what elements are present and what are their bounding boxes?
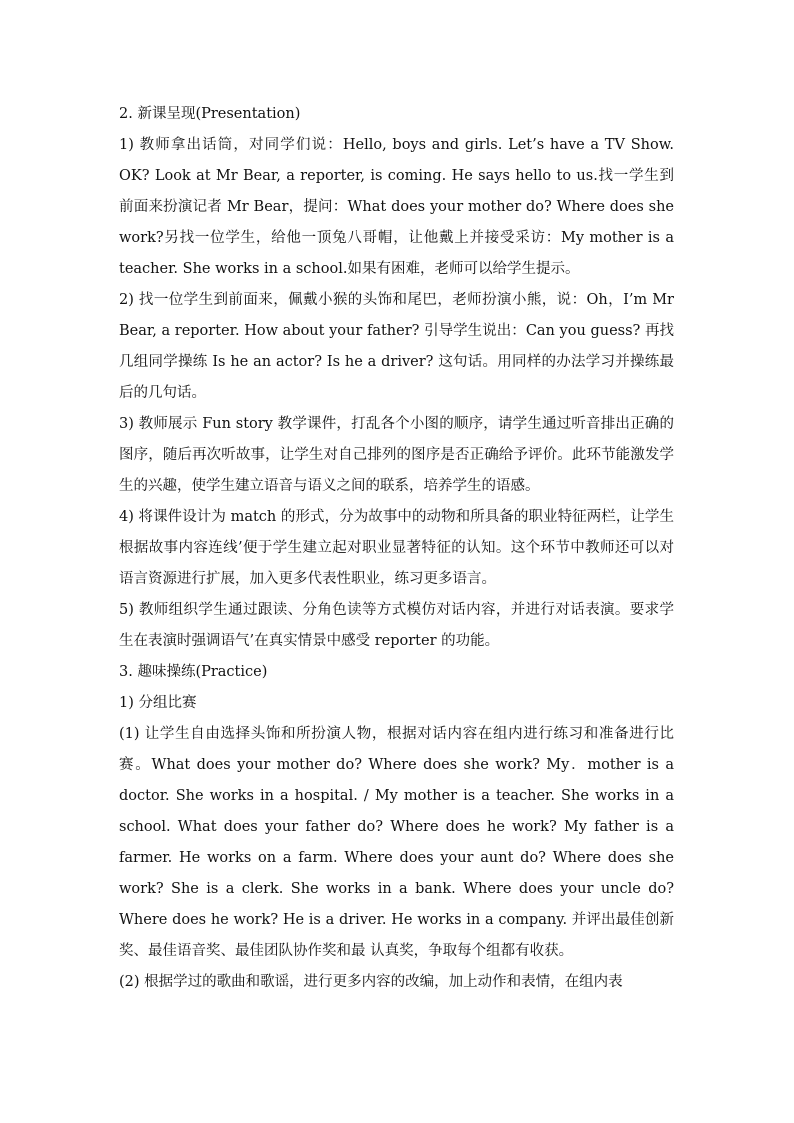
document-page: [119, 99, 674, 998]
presentation-step-1: 1) 教师拿出话筒，对同学们说：Hello, boys and girls. Let’s have a TV Show. OK? Look at Mr Bear, a reporter, is coming. He says hello to us.找一学生到前面来扮演记者 Mr Bear，提问：What does your mother do? Where does she work?另找一位学生，给他一顶兔八哥帽，让他戴上并接受采访：My mother is a teacher. She works in a school.如果有困难，老师可以给学生提示。: [119, 137, 674, 277]
presentation-step-4: 4) 将课件设计为 match 的形式，分为故事中的动物和所具备的职业特征两栏，让学生根据故事内容连线’便于学生建立起对职业显著特征的认知。这个环节中教师还可以对语言资源进行扩展，加入更多代表性职业，练习更多语言。: [119, 509, 674, 587]
presentation-step-3: 3) 教师展示 Fun story 教学课件，打乱各个小图的顺序，请学生通过听音排出正确的图序，随后再次听故事，让学生对自己排列的图序是否正确给予评价。此环节能激发学生的兴趣，使学生建立语音与语义之间的联系，培养学生的语感。: [119, 416, 674, 494]
practice-item-1: (1) 让学生自由选择头饰和所扮演人物，根据对话内容在组内进行练习和准备进行比赛。What does your mother do? Where does she work? My．mother is a doctor. She works in a hospital. / My mother is a teacher. She works in a school. What does your father do? Where does he work? My father is a farmer. He works on a farm. Where does your aunt do? Where does she work? She is a clerk. She works in a bank. Where does your uncle do? Where does he work? He is a driver. He works in a company. 并评出最佳创新奖、最佳语音奖、最佳团队协作奖和最 认真奖，争取每个组都有收获。: [119, 726, 674, 959]
presentation-step-2: 2) 找一位学生到前面来，佩戴小猴的头饰和尾巴，老师扮演小熊，说：Oh，I’m Mr Bear, a reporter. How about your father? 引导学生说出：Can you guess? 再找几组同学操练 Is he an actor? Is he a driver? 这句话。用同样的办法学习并操练最后的几句话。: [119, 292, 674, 401]
practice-subheading-group-contest: 1) 分组比赛: [119, 695, 197, 711]
section-3-heading: 3. 趣味操练(Practice): [119, 664, 268, 680]
section-2-heading: 2. 新课呈现(Presentation): [119, 106, 301, 122]
practice-item-2: (2) 根据学过的歌曲和歌谣，进行更多内容的改编，加上动作和表情，在组内表: [119, 974, 623, 990]
presentation-step-5: 5) 教师组织学生通过跟读、分角色读等方式模仿对话内容，并进行对话表演。要求学生在表演时强调语气’在真实情景中感受 reporter 的功能。: [119, 602, 674, 649]
